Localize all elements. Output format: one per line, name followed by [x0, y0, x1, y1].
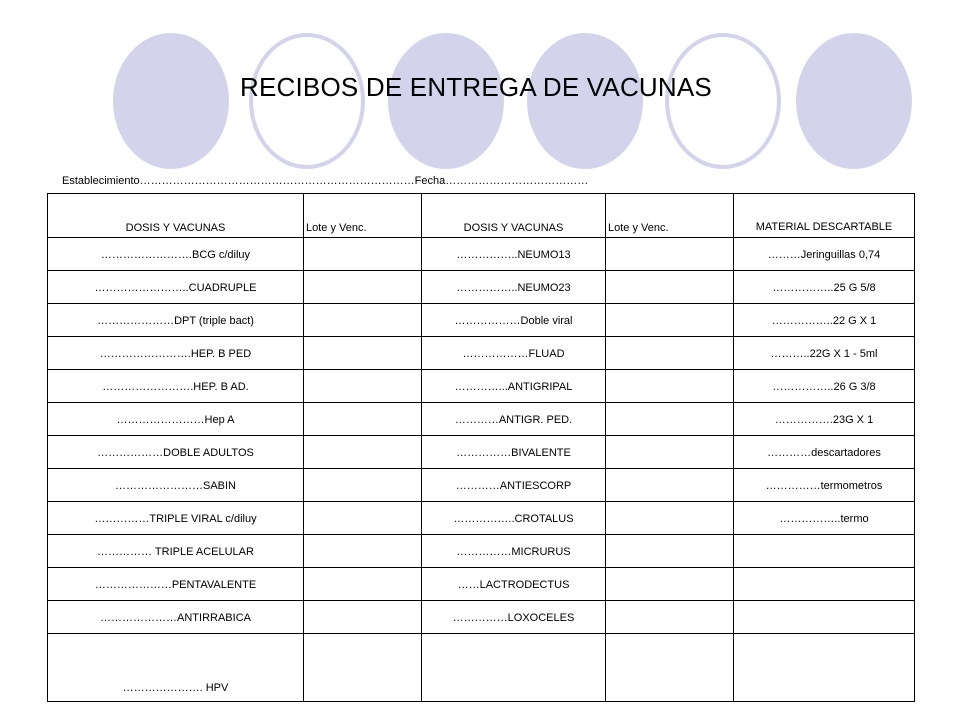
material-cell: …………….23G X 1: [734, 403, 915, 436]
header-lote-venc: Lote y Venc.: [304, 194, 422, 238]
lote-venc-field[interactable]: [304, 337, 422, 370]
decor-circle-filled: [113, 33, 229, 169]
table-row: [48, 403, 915, 436]
lote-venc-field-2[interactable]: [606, 634, 734, 702]
vaccine-name-cell-2: ………………Doble viral: [422, 304, 606, 337]
table-row: [48, 469, 915, 502]
vaccine-name-cell: ……………TRIPLE VIRAL c/diluy: [48, 502, 304, 535]
lote-venc-field-2[interactable]: [606, 535, 734, 568]
material-cell: ……………..26 G 3/8: [734, 370, 915, 403]
vaccine-name-cell: …………………. HPV: [48, 634, 304, 702]
lote-venc-field[interactable]: [304, 271, 422, 304]
vaccine-name-cell: ………………DOBLE ADULTOS: [48, 436, 304, 469]
lote-venc-field-2[interactable]: [606, 337, 734, 370]
table-row: [48, 568, 915, 601]
vaccine-name-cell-2: …………ANTIGR. PED.: [422, 403, 606, 436]
vaccine-name-cell-2: [422, 634, 606, 702]
vaccine-name-cell: …………………….HEP. B AD.: [48, 370, 304, 403]
lote-venc-field[interactable]: [304, 238, 422, 271]
material-cell: ……………..22 G X 1: [734, 304, 915, 337]
page-title: RECIBOS DE ENTREGA DE VACUNAS: [240, 72, 712, 102]
decor-circle-filled: [796, 33, 912, 169]
vaccine-name-cell-2: ……………MICRURUS: [422, 535, 606, 568]
lote-venc-field[interactable]: [304, 502, 422, 535]
table-header-row: [48, 194, 915, 238]
lote-venc-field-2[interactable]: [606, 469, 734, 502]
vaccine-name-cell: …………………….BCG c/diluy: [48, 238, 304, 271]
vaccine-name-cell-2: ……………..CROTALUS: [422, 502, 606, 535]
vaccine-name-cell: …………………….HEP. B PED: [48, 337, 304, 370]
lote-venc-field-2[interactable]: [606, 601, 734, 634]
material-cell: [734, 535, 915, 568]
table-row: [48, 271, 915, 304]
table-row: [48, 436, 915, 469]
header-dosis-vacunas: DOSIS Y VACUNAS: [48, 194, 304, 238]
table-row: [48, 535, 915, 568]
lote-venc-field-2[interactable]: [606, 271, 734, 304]
vaccine-name-cell: ……………………..CUADRUPLE: [48, 271, 304, 304]
vaccine-name-cell-2: ……………BIVALENTE: [422, 436, 606, 469]
lote-venc-field[interactable]: [304, 568, 422, 601]
material-cell: [734, 634, 915, 702]
table-row: [48, 634, 915, 702]
material-cell: ………..22G X 1 - 5ml: [734, 337, 915, 370]
lote-venc-field-2[interactable]: [606, 436, 734, 469]
vaccine-name-cell: …………………DPT (triple bact): [48, 304, 304, 337]
material-cell: [734, 601, 915, 634]
lote-venc-field[interactable]: [304, 601, 422, 634]
header-lote-venc-2: Lote y Venc.: [606, 194, 734, 238]
lote-venc-field-2[interactable]: [606, 568, 734, 601]
material-cell: ………Jeringuillas 0,74: [734, 238, 915, 271]
vaccine-name-cell-2: ………………FLUAD: [422, 337, 606, 370]
vaccine-name-cell-2: …………ANTIESCORP: [422, 469, 606, 502]
material-cell: ……………termometros: [734, 469, 915, 502]
establecimiento-fecha-line: Establecimiento…………………………………………………………………Fecha…………………………………: [62, 175, 589, 187]
vaccine-receipt-table: [47, 193, 915, 702]
vaccine-name-cell: …………… TRIPLE ACELULAR: [48, 535, 304, 568]
material-cell: ……………..25 G 5/8: [734, 271, 915, 304]
lote-venc-field[interactable]: [304, 403, 422, 436]
lote-venc-field-2[interactable]: [606, 403, 734, 436]
lote-venc-field[interactable]: [304, 469, 422, 502]
header-material-descartable: MATERIAL DESCARTABLE: [734, 194, 915, 238]
lote-venc-field-2[interactable]: [606, 370, 734, 403]
table-row: [48, 502, 915, 535]
vaccine-name-cell-2: …………...ANTIGRIPAL: [422, 370, 606, 403]
vaccine-name-cell: …………………PENTAVALENTE: [48, 568, 304, 601]
lote-venc-field[interactable]: [304, 535, 422, 568]
vaccine-name-cell: ……………………Hep A: [48, 403, 304, 436]
vaccine-name-cell-2: ……LACTRODECTUS: [422, 568, 606, 601]
lote-venc-field[interactable]: [304, 436, 422, 469]
table-row: [48, 238, 915, 271]
material-cell: ……………..termo: [734, 502, 915, 535]
vaccine-name-cell-2: ……………LOXOCELES: [422, 601, 606, 634]
vaccine-name-cell: ……………………SABIN: [48, 469, 304, 502]
vaccine-name-cell: …………………ANTIRRABICA: [48, 601, 304, 634]
table-row: [48, 601, 915, 634]
table-row: [48, 337, 915, 370]
table-row: [48, 304, 915, 337]
lote-venc-field[interactable]: [304, 370, 422, 403]
material-cell: …………descartadores: [734, 436, 915, 469]
header-dosis-vacunas-2: DOSIS Y VACUNAS: [422, 194, 606, 238]
lote-venc-field-2[interactable]: [606, 238, 734, 271]
lote-venc-field[interactable]: [304, 304, 422, 337]
lote-venc-field[interactable]: [304, 634, 422, 702]
material-cell: [734, 568, 915, 601]
vaccine-name-cell-2: ……………..NEUMO23: [422, 271, 606, 304]
lote-venc-field-2[interactable]: [606, 502, 734, 535]
vaccine-name-cell-2: ……………..NEUMO13: [422, 238, 606, 271]
table-row: [48, 370, 915, 403]
lote-venc-field-2[interactable]: [606, 304, 734, 337]
